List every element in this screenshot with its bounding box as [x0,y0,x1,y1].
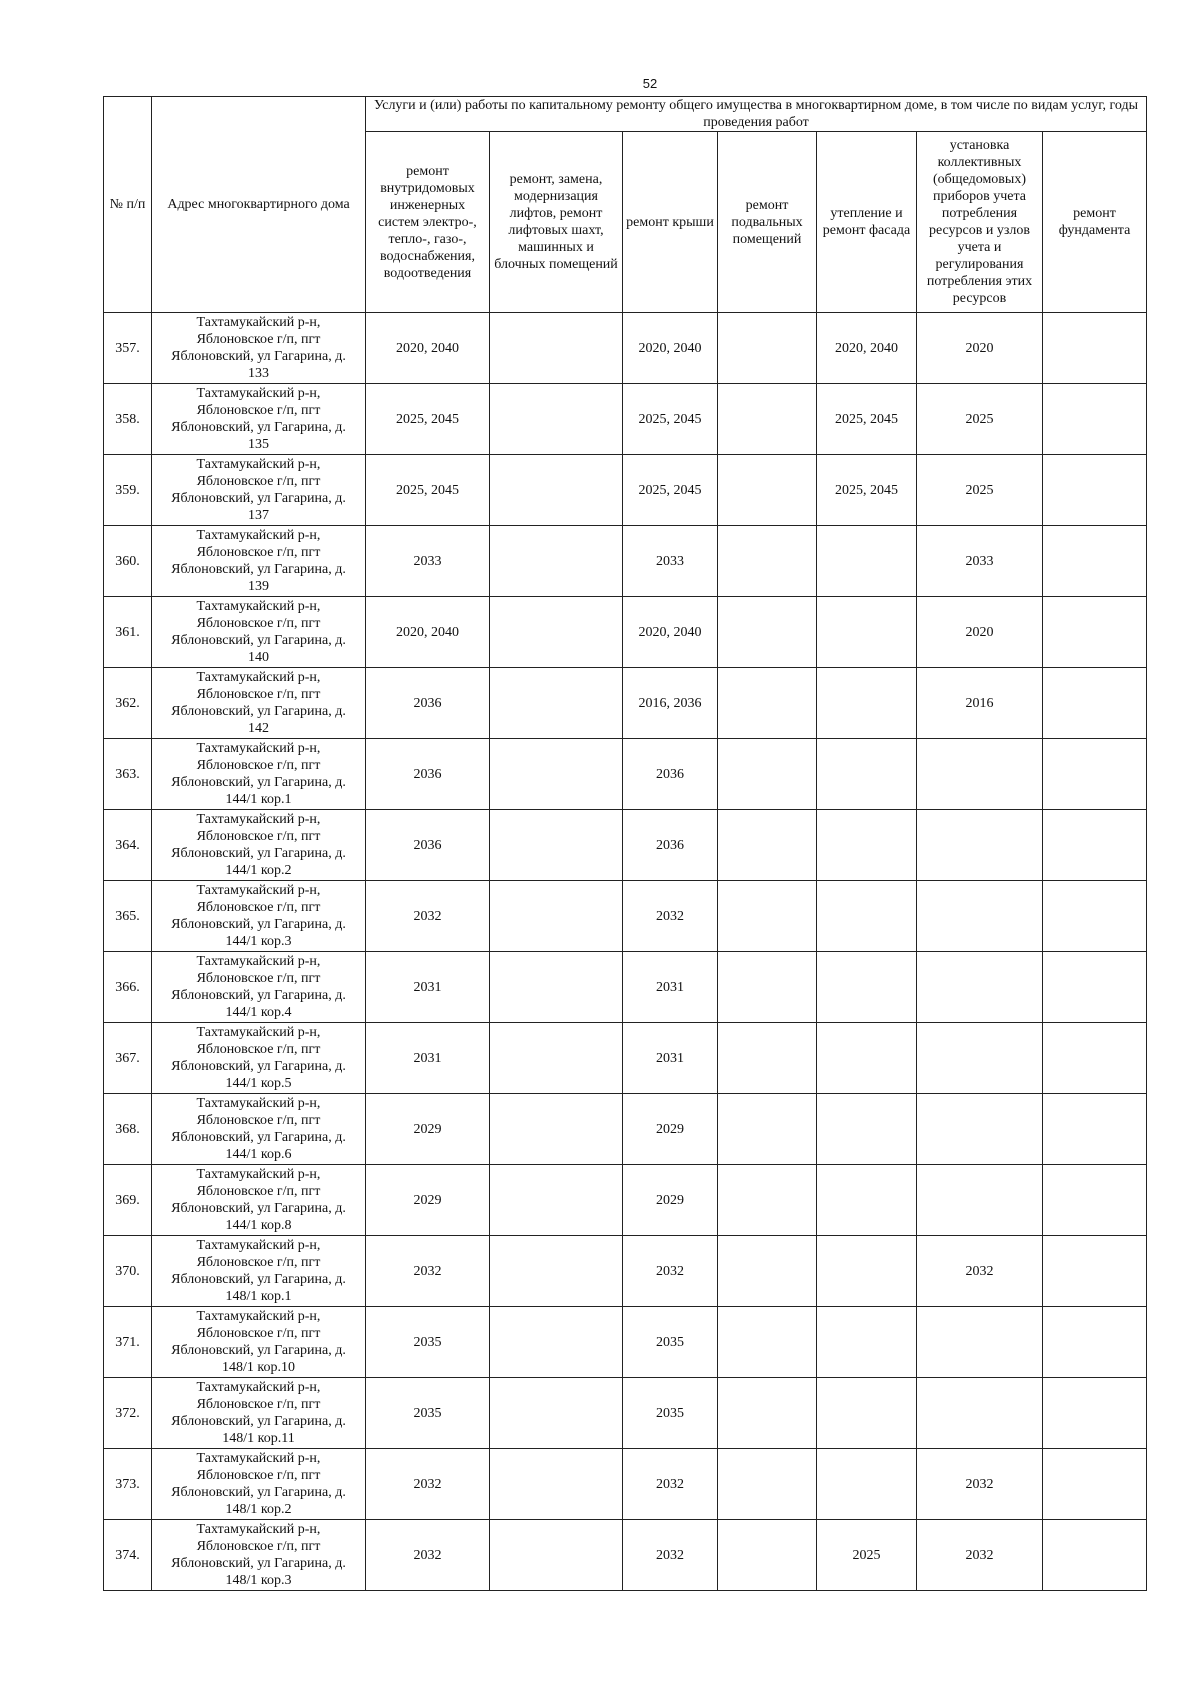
service-year-cell [817,1094,917,1165]
service-year-cell [917,1023,1043,1094]
service-year-cell: 2025, 2045 [817,384,917,455]
service-year-cell: 2031 [623,1023,718,1094]
address-line: Яблоновское г/п, пгт [196,474,321,489]
service-year-cell: 2032 [366,1520,490,1591]
service-year-cell [917,1094,1043,1165]
service-year-cell [490,1236,623,1307]
row-number: 365. [104,881,152,952]
service-year-cell [817,1236,917,1307]
table-row [104,1094,1147,1165]
address-line: Тахтамукайский р-н, [196,599,321,614]
address-line: Тахтамукайский р-н, [196,1167,321,1182]
service-year-cell [718,384,817,455]
address-line: 140 [248,650,269,665]
address-line: Яблоновский, ул Гагарина, д. [171,1272,346,1287]
row-address [152,952,366,1023]
service-year-cell [817,526,917,597]
service-year-cell: 2032 [623,881,718,952]
service-year-cell [718,668,817,739]
service-year-cell: 2033 [623,526,718,597]
service-year-cell: 2032 [623,1236,718,1307]
address-line: Яблоновское г/п, пгт [196,545,321,560]
service-year-cell: 2036 [366,668,490,739]
service-year-cell [917,1307,1043,1378]
service-year-cell [1043,526,1147,597]
service-year-cell [817,668,917,739]
address-line: Яблоновский, ул Гагарина, д. [171,420,346,435]
service-year-cell [718,1236,817,1307]
service-year-cell [817,1449,917,1520]
address-line: Тахтамукайский р-н, [196,741,321,756]
address-line: Яблоновский, ул Гагарина, д. [171,704,346,719]
service-year-cell [718,526,817,597]
row-address [152,668,366,739]
service-year-cell: 2032 [917,1449,1043,1520]
service-year-cell [490,668,623,739]
address-line: Яблоновский, ул Гагарина, д. [171,846,346,861]
address-line: 144/1 кор.1 [225,792,292,807]
address-line: 135 [248,437,269,452]
service-year-cell [917,881,1043,952]
service-year-cell: 2035 [366,1378,490,1449]
service-year-cell: 2020, 2040 [366,313,490,384]
address-line: Яблоновское г/п, пгт [196,829,321,844]
table-row [104,455,1147,526]
table-row [104,1449,1147,1520]
service-year-cell [1043,1094,1147,1165]
row-number: 369. [104,1165,152,1236]
service-year-cell [490,952,623,1023]
service-year-cell [817,810,917,881]
service-year-cell [718,739,817,810]
address-line: 148/1 кор.1 [225,1289,292,1304]
table-row [104,1023,1147,1094]
address-line: Яблоновский, ул Гагарина, д. [171,1556,346,1571]
service-year-cell: 2032 [366,881,490,952]
service-year-cell [1043,1449,1147,1520]
address-line: 144/1 кор.3 [225,934,292,949]
service-year-cell [1043,810,1147,881]
row-address [152,810,366,881]
address-line: Тахтамукайский р-н, [196,1025,321,1040]
service-year-cell [1043,881,1147,952]
row-number: 362. [104,668,152,739]
service-year-cell [718,1378,817,1449]
capital-repair-table [103,96,1147,1591]
service-year-cell: 2035 [366,1307,490,1378]
row-address [152,313,366,384]
address-line: Яблоновский, ул Гагарина, д. [171,1414,346,1429]
address-line: Тахтамукайский р-н, [196,528,321,543]
row-address [152,1023,366,1094]
table-row [104,668,1147,739]
table-row [104,1165,1147,1236]
service-year-cell [490,810,623,881]
service-year-cell [1043,739,1147,810]
address-line: Тахтамукайский р-н, [196,883,321,898]
service-year-cell [917,1165,1043,1236]
address-line: Тахтамукайский р-н, [196,315,321,330]
service-year-cell: 2025, 2045 [623,384,718,455]
service-year-cell [1043,952,1147,1023]
service-year-cell: 2029 [366,1094,490,1165]
address-line: Яблоновское г/п, пгт [196,687,321,702]
address-line: 139 [248,579,269,594]
address-line: 148/1 кор.2 [225,1502,292,1517]
service-year-cell [817,881,917,952]
service-year-cell [1043,1520,1147,1591]
address-line: Яблоновский, ул Гагарина, д. [171,1343,346,1358]
service-year-cell [1043,384,1147,455]
service-year-cell [490,597,623,668]
row-address [152,1520,366,1591]
service-year-cell [817,952,917,1023]
header-service-facade: утепление и ремонт фасада [817,132,917,313]
address-line: Тахтамукайский р-н, [196,386,321,401]
service-year-cell [917,739,1043,810]
service-year-cell: 2031 [623,952,718,1023]
row-address [152,526,366,597]
service-year-cell [817,1023,917,1094]
service-year-cell: 2029 [623,1165,718,1236]
address-line: 144/1 кор.6 [225,1147,292,1162]
row-number: 364. [104,810,152,881]
row-address [152,739,366,810]
service-year-cell [917,810,1043,881]
service-year-cell: 2032 [366,1236,490,1307]
address-line: Тахтамукайский р-н, [196,954,321,969]
address-line: Яблоновское г/п, пгт [196,900,321,915]
table-row [104,810,1147,881]
address-line: Яблоновское г/п, пгт [196,1042,321,1057]
service-year-cell: 2020, 2040 [366,597,490,668]
row-address [152,1094,366,1165]
service-year-cell [490,1307,623,1378]
service-year-cell [718,952,817,1023]
address-line: Яблоновское г/п, пгт [196,1113,321,1128]
address-line: 142 [248,721,269,736]
table-row [104,384,1147,455]
row-number: 363. [104,739,152,810]
row-address [152,455,366,526]
service-year-cell [490,313,623,384]
table-body [104,313,1147,1591]
address-line: Яблоновское г/п, пгт [196,403,321,418]
service-year-cell [718,1023,817,1094]
service-year-cell [490,1449,623,1520]
service-year-cell [718,1094,817,1165]
row-address [152,384,366,455]
service-year-cell: 2033 [366,526,490,597]
address-line: Яблоновский, ул Гагарина, д. [171,775,346,790]
table-row [104,313,1147,384]
row-number: 373. [104,1449,152,1520]
address-line: Яблоновский, ул Гагарина, д. [171,1059,346,1074]
address-line: 133 [248,366,269,381]
service-year-cell: 2029 [366,1165,490,1236]
service-year-cell [718,1307,817,1378]
service-year-cell: 2020 [917,313,1043,384]
service-year-cell: 2032 [917,1520,1043,1591]
service-year-cell [1043,597,1147,668]
service-year-cell: 2036 [366,810,490,881]
service-year-cell [1043,1165,1147,1236]
row-number: 358. [104,384,152,455]
service-year-cell [1043,1023,1147,1094]
row-number: 368. [104,1094,152,1165]
address-line: Тахтамукайский р-н, [196,670,321,685]
header-service-roof: ремонт крыши [623,132,718,313]
header-num: № п/п [104,97,152,313]
service-year-cell: 2020, 2040 [623,313,718,384]
service-year-cell: 2016 [917,668,1043,739]
service-year-cell [490,881,623,952]
address-line: Яблоновское г/п, пгт [196,1255,321,1270]
service-year-cell: 2020, 2040 [623,597,718,668]
service-year-cell [718,313,817,384]
service-year-cell [817,1307,917,1378]
table-row [104,1307,1147,1378]
service-year-cell: 2032 [623,1520,718,1591]
service-year-cell: 2020, 2040 [817,313,917,384]
service-year-cell: 2020 [917,597,1043,668]
address-line: Яблоновский, ул Гагарина, д. [171,917,346,932]
header-service-elevators: ремонт, замена, модернизация лифтов, ремонт лифтовых шахт, машинных и блочных помещений [490,132,623,313]
service-year-cell [490,1094,623,1165]
address-line: Яблоновский, ул Гагарина, д. [171,491,346,506]
address-line: 137 [248,508,269,523]
address-line: Тахтамукайский р-н, [196,1096,321,1111]
service-year-cell [490,739,623,810]
service-year-cell [490,1520,623,1591]
address-line: Яблоновское г/п, пгт [196,616,321,631]
service-year-cell [490,526,623,597]
address-line: Яблоновское г/п, пгт [196,1539,321,1554]
address-line: Яблоновское г/п, пгт [196,1397,321,1412]
row-number: 367. [104,1023,152,1094]
service-year-cell [718,597,817,668]
address-line: Тахтамукайский р-н, [196,457,321,472]
address-line: Яблоновский, ул Гагарина, д. [171,633,346,648]
row-number: 359. [104,455,152,526]
service-year-cell: 2035 [623,1378,718,1449]
row-number: 366. [104,952,152,1023]
service-year-cell: 2032 [366,1449,490,1520]
service-year-cell: 2025, 2045 [623,455,718,526]
address-line: 144/1 кор.8 [225,1218,292,1233]
header-service-foundation: ремонт фундамента [1043,132,1147,313]
row-address [152,597,366,668]
address-line: 144/1 кор.4 [225,1005,292,1020]
row-number: 360. [104,526,152,597]
row-address [152,1236,366,1307]
address-line: Яблоновское г/п, пгт [196,1184,321,1199]
address-line: 148/1 кор.11 [222,1431,295,1446]
address-line: Яблоновский, ул Гагарина, д. [171,1485,346,1500]
service-year-cell: 2025 [817,1520,917,1591]
service-year-cell: 2036 [623,810,718,881]
address-line: Яблоновский, ул Гагарина, д. [171,1201,346,1216]
service-year-cell: 2029 [623,1094,718,1165]
header-service-basement: ремонт подвальных помещений [718,132,817,313]
service-year-cell [490,1023,623,1094]
row-address [152,1165,366,1236]
table-row [104,1378,1147,1449]
service-year-cell [490,1165,623,1236]
service-year-cell: 2033 [917,526,1043,597]
service-year-cell [490,384,623,455]
service-year-cell: 2032 [917,1236,1043,1307]
row-number: 361. [104,597,152,668]
address-line: Яблоновское г/п, пгт [196,1326,321,1341]
service-year-cell [1043,668,1147,739]
row-number: 371. [104,1307,152,1378]
page-number: 52 [642,76,658,91]
table-row [104,597,1147,668]
service-year-cell: 2031 [366,952,490,1023]
service-year-cell [718,1520,817,1591]
service-year-cell [718,1165,817,1236]
service-year-cell: 2025, 2045 [366,455,490,526]
service-year-cell [1043,1236,1147,1307]
service-year-cell [1043,1307,1147,1378]
address-line: Яблоновский, ул Гагарина, д. [171,562,346,577]
header-service-engineering: ремонт внутридомовых инженерных систем электро-, тепло-, газо-, водоснабжения, водоотведения [366,132,490,313]
service-year-cell: 2025, 2045 [817,455,917,526]
address-line: Тахтамукайский р-н, [196,1309,321,1324]
service-year-cell: 2025 [917,384,1043,455]
address-line: 148/1 кор.3 [225,1573,292,1588]
address-line: 144/1 кор.2 [225,863,292,878]
service-year-cell: 2036 [623,739,718,810]
address-line: Яблоновский, ул Гагарина, д. [171,349,346,364]
service-year-cell [817,597,917,668]
address-line: Яблоновский, ул Гагарина, д. [171,1130,346,1145]
table-row [104,1236,1147,1307]
address-line: Яблоновское г/п, пгт [196,758,321,773]
service-year-cell: 2025 [917,455,1043,526]
address-line: Тахтамукайский р-н, [196,1380,321,1395]
address-line: Тахтамукайский р-н, [196,1522,321,1537]
address-line: 144/1 кор.5 [225,1076,292,1091]
address-line: Яблоновский, ул Гагарина, д. [171,988,346,1003]
service-year-cell [917,1378,1043,1449]
service-year-cell [917,952,1043,1023]
table-row [104,952,1147,1023]
service-year-cell [490,1378,623,1449]
service-year-cell [1043,1378,1147,1449]
table-row [104,739,1147,810]
service-year-cell: 2032 [623,1449,718,1520]
service-year-cell: 2016, 2036 [623,668,718,739]
header-address: Адрес многоквартирного дома [152,97,366,313]
service-year-cell [718,810,817,881]
service-year-cell [718,455,817,526]
table-row [104,526,1147,597]
address-line: Тахтамукайский р-н, [196,1238,321,1253]
service-year-cell [817,1378,917,1449]
row-address [152,1449,366,1520]
row-number: 370. [104,1236,152,1307]
address-line: Яблоновское г/п, пгт [196,332,321,347]
header-service-meters: установка коллективных (общедомовых) приборов учета потребления ресурсов и узлов учета и регулирования потребления этих ресурсов [917,132,1043,313]
row-number: 357. [104,313,152,384]
service-year-cell [490,455,623,526]
service-year-cell [718,1449,817,1520]
header-services-group: Услуги и (или) работы по капитальному ремонту общего имущества в многоквартирном доме, в том числе по видам услуг, годы проведения работ [366,97,1147,132]
row-address [152,881,366,952]
row-number: 374. [104,1520,152,1591]
row-address [152,1307,366,1378]
service-year-cell [1043,455,1147,526]
address-line: Тахтамукайский р-н, [196,1451,321,1466]
service-year-cell [1043,313,1147,384]
service-year-cell [817,739,917,810]
service-year-cell: 2035 [623,1307,718,1378]
address-line: 148/1 кор.10 [222,1360,295,1375]
address-line: Яблоновское г/п, пгт [196,971,321,986]
service-year-cell: 2031 [366,1023,490,1094]
address-line: Тахтамукайский р-н, [196,812,321,827]
service-year-cell [718,881,817,952]
table-row [104,881,1147,952]
service-year-cell [817,1165,917,1236]
address-line: Яблоновское г/п, пгт [196,1468,321,1483]
row-number: 372. [104,1378,152,1449]
row-address [152,1378,366,1449]
table-row [104,1520,1147,1591]
service-year-cell: 2025, 2045 [366,384,490,455]
service-year-cell: 2036 [366,739,490,810]
